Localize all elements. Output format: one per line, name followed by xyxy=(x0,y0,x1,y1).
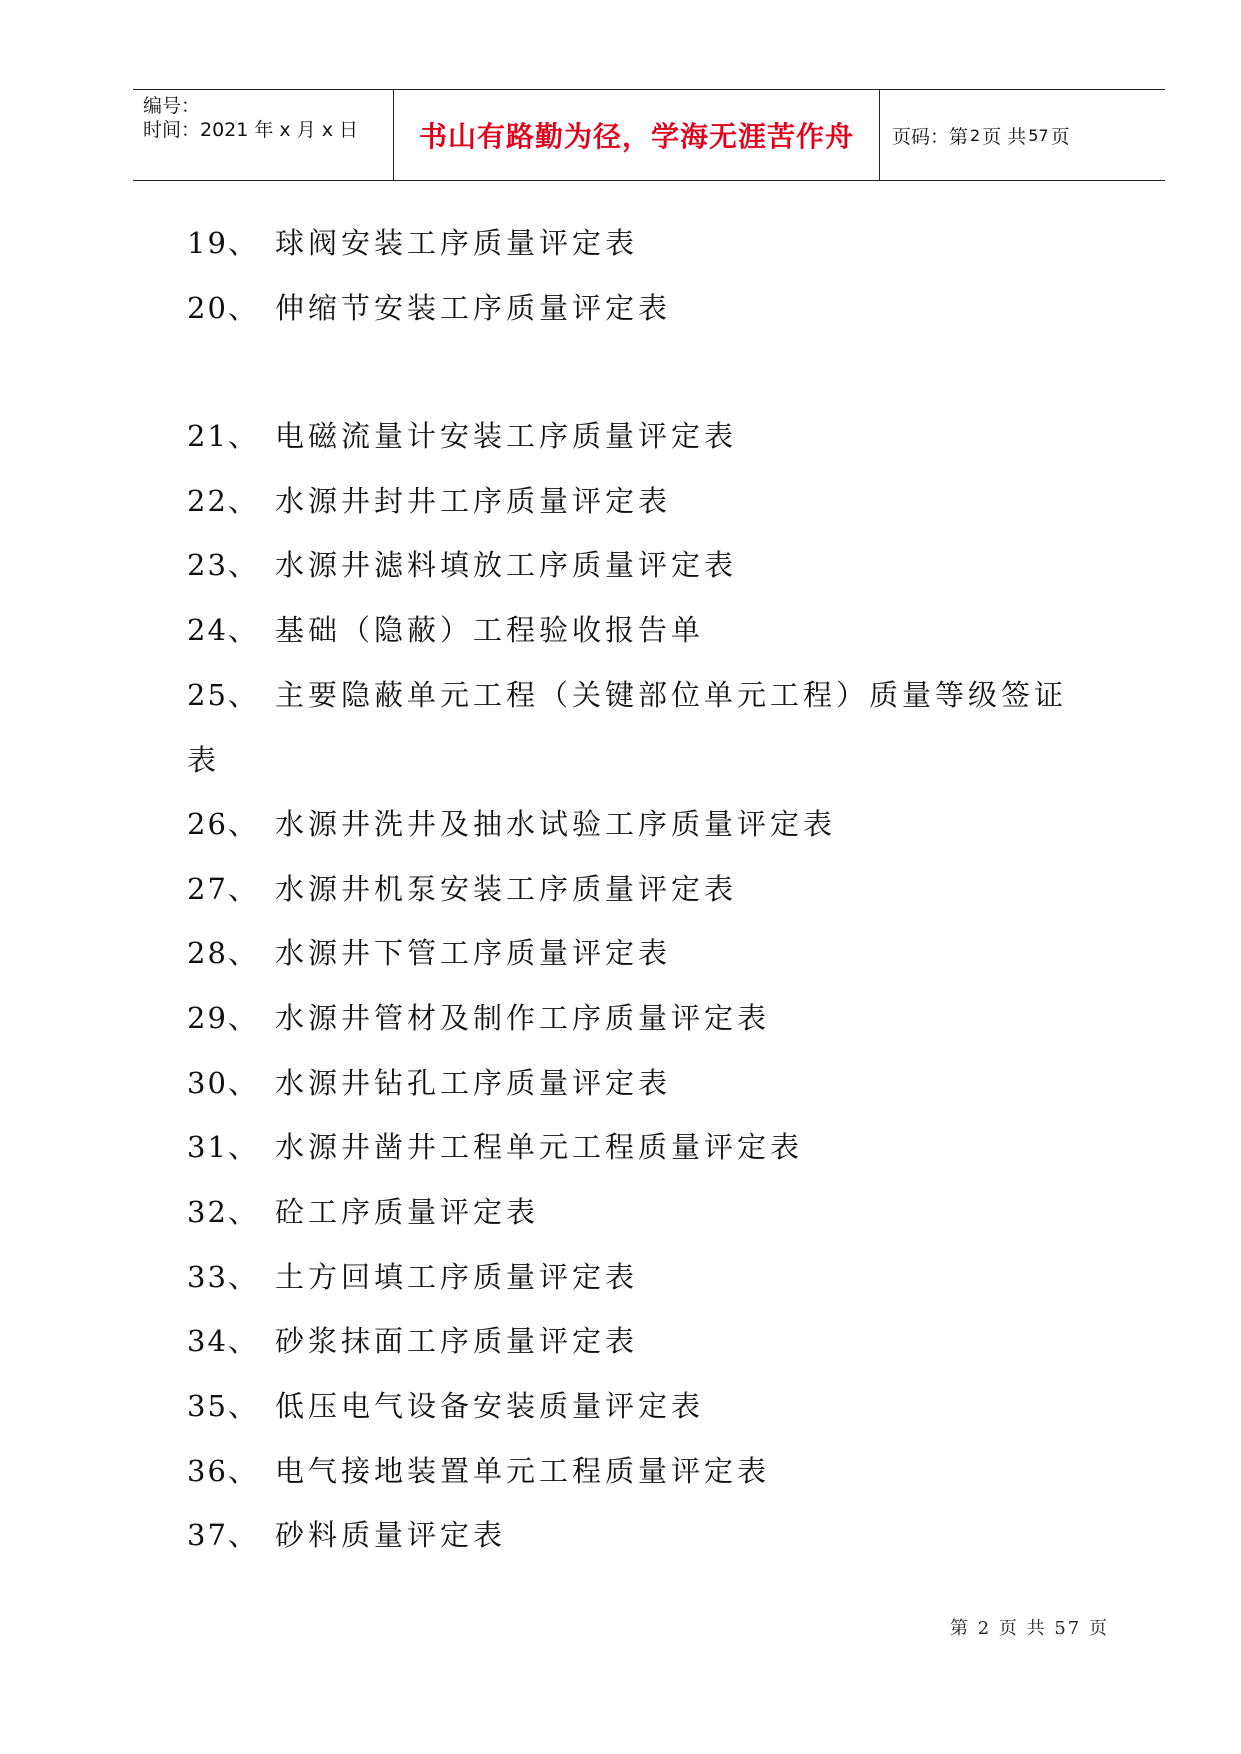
list-item xyxy=(187,1194,1107,1230)
item-text: 水源井钻孔工序质量评定表 xyxy=(275,1066,672,1100)
header-page-cell xyxy=(880,90,1165,180)
list-item xyxy=(187,1129,1107,1165)
item-number: 26、 xyxy=(187,807,259,841)
item-number: 24、 xyxy=(187,613,259,647)
page-prefix: 页码：第 xyxy=(892,125,969,148)
list-item xyxy=(187,806,1107,842)
list-item xyxy=(187,935,1107,971)
item-number: 37、 xyxy=(187,1518,259,1552)
list-item xyxy=(187,1517,1107,1553)
item-text: 电气接地装置单元工程质量评定表 xyxy=(275,1454,771,1488)
list-item xyxy=(187,1388,1107,1424)
item-number: 25、 xyxy=(187,678,259,712)
item-text: 主要隐蔽单元工程（关键部位单元工程）质量等级签证 xyxy=(275,678,1068,712)
item-number: 27、 xyxy=(187,872,259,906)
list-item xyxy=(187,1453,1107,1489)
item-number: 23、 xyxy=(187,548,259,582)
list-item xyxy=(187,225,1107,261)
page-suffix: 页 xyxy=(1050,125,1070,148)
item-number: 21、 xyxy=(187,419,259,453)
list-item xyxy=(187,1259,1107,1295)
list-item xyxy=(187,547,1107,583)
item-text: 水源井凿井工程单元工程质量评定表 xyxy=(275,1130,804,1164)
item-number: 22、 xyxy=(187,484,259,518)
list-item xyxy=(187,871,1107,907)
page-mid: 页 共 xyxy=(982,125,1027,148)
item-text: 水源井洗井及抽水试验工序质量评定表 xyxy=(275,807,837,841)
list-item xyxy=(187,1323,1107,1359)
item-text: 砂料质量评定表 xyxy=(275,1518,507,1552)
serial-number-label: 编号： xyxy=(143,95,201,117)
item-number: 31、 xyxy=(187,1130,259,1164)
item-number: 35、 xyxy=(187,1389,259,1423)
item-number: 33、 xyxy=(187,1260,259,1294)
item-number: 28、 xyxy=(187,936,259,970)
document-header xyxy=(133,89,1165,181)
page-total: 57 xyxy=(1028,125,1049,145)
list-item xyxy=(187,677,1107,778)
item-text: 水源井封井工序质量评定表 xyxy=(275,484,672,518)
list-item xyxy=(187,612,1107,648)
item-number: 19、 xyxy=(187,226,259,260)
item-text: 土方回填工序质量评定表 xyxy=(275,1260,639,1294)
item-text: 球阀安装工序质量评定表 xyxy=(275,226,639,260)
item-text: 水源井滤料填放工序质量评定表 xyxy=(275,548,738,582)
list-item xyxy=(187,483,1107,519)
item-text: 水源井管材及制作工序质量评定表 xyxy=(275,1001,771,1035)
item-number: 34、 xyxy=(187,1324,259,1358)
item-text: 伸缩节安装工序质量评定表 xyxy=(275,291,672,325)
list-item xyxy=(187,1065,1107,1101)
motto-text: 书山有路勤为径，学海无涯苦作舟 xyxy=(418,120,854,153)
page-footer: 第 2 页 共 57 页 xyxy=(950,1618,1109,1639)
item-number: 32、 xyxy=(187,1195,259,1229)
item-number: 30、 xyxy=(187,1066,259,1100)
item-text: 低压电气设备安装质量评定表 xyxy=(275,1389,705,1423)
page-number: 2 xyxy=(970,125,981,145)
item-text: 水源井下管工序质量评定表 xyxy=(275,936,672,970)
list-item xyxy=(187,290,1107,326)
item-number: 36、 xyxy=(187,1454,259,1488)
item-text: 基础（隐蔽）工程验收报告单 xyxy=(275,613,705,647)
header-motto-cell xyxy=(394,90,880,180)
header-meta-cell xyxy=(133,90,394,180)
list-item xyxy=(187,1000,1107,1036)
list-item xyxy=(187,418,1107,454)
date-label: 时间：2021 年 x 月 x 日 xyxy=(143,119,359,141)
item-text: 砼工序质量评定表 xyxy=(275,1195,540,1229)
item-text: 电磁流量计安装工序质量评定表 xyxy=(275,419,738,453)
item-text: 砂浆抹面工序质量评定表 xyxy=(275,1324,639,1358)
item-number: 29、 xyxy=(187,1001,259,1035)
item-text-continuation: 表 xyxy=(187,743,221,777)
item-number: 20、 xyxy=(187,291,259,325)
item-text: 水源井机泵安装工序质量评定表 xyxy=(275,872,738,906)
